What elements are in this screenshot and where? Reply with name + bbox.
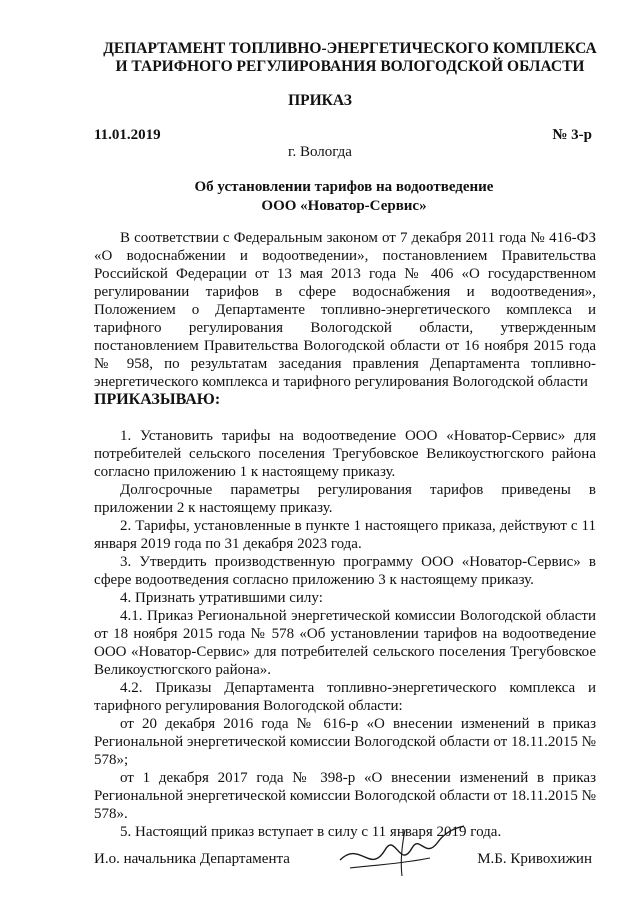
item-1-params: Долгосрочные параметры регулирования тарифов приведены в приложении 2 к настоящему приказу. — [94, 482, 596, 516]
subject-line-2: ООО «Новатор-Сервис» — [261, 198, 427, 214]
document-number: № 3-р — [552, 127, 592, 143]
item-1: 1. Установить тарифы на водоотведение ООО «Новатор-Сервис» для потребителей сельского поселения Трегубовское Великоустюгского района согласно приложению 1 к настоящему приказу. — [94, 428, 596, 480]
department-line-2: И ТАРИФНОГО РЕГУЛИРОВАНИЯ ВОЛОГОДСКОЙ ОБЛАСТИ — [115, 58, 585, 75]
document-type: ПРИКАЗ — [288, 92, 352, 109]
department-header — [60, 40, 640, 76]
item-5: 5. Настоящий приказ вступает в силу с 11 января 2019 года. — [120, 824, 502, 840]
subject-line-1: Об установлении тарифов на водоотведение — [194, 179, 494, 195]
department-line-1: ДЕПАРТАМЕНТ ТОПЛИВНО-ЭНЕРГЕТИЧЕСКОГО КОМПЛЕКСА — [103, 40, 597, 57]
signatory-position: И.о. начальника Департамента — [94, 851, 290, 867]
document-body — [94, 229, 596, 841]
item-4-2-a: от 20 декабря 2016 года № 616-р «О внесении изменений в приказ Региональной энергетической комиссии Вологодской области от 18.11.2015 № 578»; — [94, 716, 596, 768]
item-4-2-b: от 1 декабря 2017 года № 398-р «О внесении изменений в приказ Региональной энергетической комиссии Вологодской области от 18.11.2015 № 578». — [94, 770, 596, 822]
item-3: 3. Утвердить производственную программу ООО «Новатор-Сервис» в сфере водоотведения согласно приложению 3 к настоящему приказу. — [94, 554, 596, 588]
handwritten-signature — [330, 820, 470, 880]
item-2: 2. Тарифы, установленные в пункте 1 настоящего приказа, действуют с 11 января 2019 года по 31 декабря 2023 года. — [94, 518, 596, 552]
item-4: 4. Признать утратившими силу: — [120, 590, 323, 606]
item-4-1: 4.1. Приказ Региональной энергетической комиссии Вологодской области от 18 ноября 2015 года № 578 «Об установлении тарифов на водоотведение ООО «Новатор-Сервис» для потребителей сельского поселения Трегубовское Великоустюгского района». — [94, 608, 596, 678]
document-date: 11.01.2019 — [94, 127, 161, 143]
item-4-2: 4.2. Приказы Департамента топливно-энергетического комплекса и тарифного регулирования Вологодской области: — [94, 680, 596, 714]
preamble: В соответствии с Федеральным законом от 7 декабря 2011 года № 416-ФЗ «О водоснабжении и водоотведении», постановлением Правительства Российской Федерации от 13 мая 2013 года № 406 «О государственном регулировании тарифов в сфере водоснабжения и водоотведения», Положением о Департаменте топливно-энергетического комплекса и тарифного регулирования Вологодской области, утвержденным постановлением Правительства Вологодской области от 16 ноября 2015 года № 958, по результатам заседания правления Департамента топливно-энергетического комплекса и тарифного регулирования Вологодской области — [94, 230, 596, 390]
signatory-name: М.Б. Кривохижин — [477, 851, 592, 867]
prikazyvayu-heading: ПРИКАЗЫВАЮ: — [94, 391, 221, 408]
document-city: г. Вологда — [288, 144, 352, 160]
document-subject — [94, 178, 594, 216]
